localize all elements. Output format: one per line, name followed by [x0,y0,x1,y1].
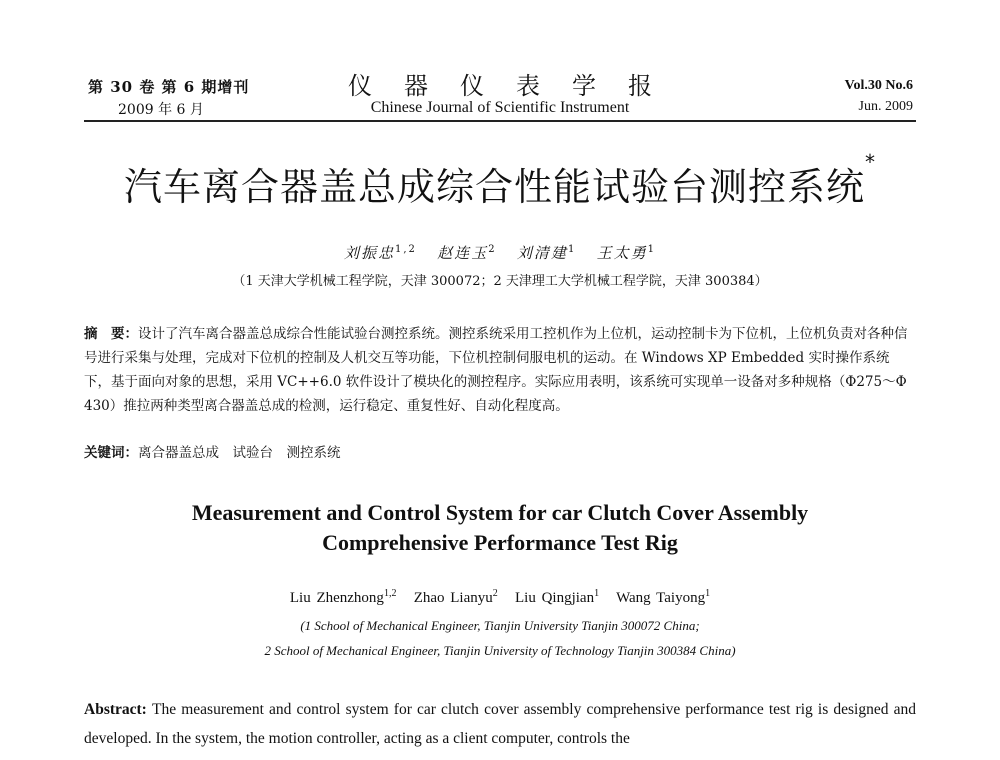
paper-title-zh [0,150,1000,211]
keywords-zh [84,441,341,461]
volume-issue-en: Vol.30 No.6 [844,78,913,93]
header-rule [84,120,916,122]
author-en: Wang Taiyong$^1$ [616,588,711,606]
volume-issue-zh: 第 30 卷 第 6 期增刊 [88,78,250,96]
abstract-zh [84,322,914,418]
author-zh: 刘清建$^1$ [516,244,577,262]
abstract-zh-label: 摘 要： [84,326,138,342]
affiliation-en-line1: (1 School of Mechanical Engineer, Tianjin University Tianjin 300072 China; [300,618,700,633]
author-zh: 刘振忠$^{1,2}$ [343,244,417,262]
date-zh: 2009 年 6 月 [118,102,204,118]
paper-title-en-line1: Measurement and Control System for car Clutch Cover Assembly [191,500,809,525]
journal-name-zh: 仪器仪表学报 [348,72,684,100]
abstract-en [84,695,916,753]
abstract-zh-text: 设计了汽车离合器盖总成综合性能试验台测控系统。测控系统采用工控机作为上位机，运动控制卡为下位机，上位机负责对各种信号进行采集与处理，完成对下位机的控制及人机交互等功能，下位机控制伺服电机的运动。在 Windows XP Embedded 实时操作系统下，基于面向对象的思想，采用 VC++6.0 软件设计了模块化的测控程序。实际应用表明，该系统可实现单一设备对多种规格（Φ275～Φ430）推拉两种类型离合器盖总成的检测，运行稳定、重复性好、自动化程度高。 [84,326,908,414]
journal-name-en: Chinese Journal of Scientific Instrument [370,99,630,116]
paper-title-en [0,498,1000,558]
author-en: Liu Zhenzhong$^{1,2}$ [289,588,397,606]
author-zh: 王太勇$^1$ [596,244,657,262]
paper-title-en-line2: Comprehensive Performance Test Rig [322,530,678,555]
affiliation-zh: （1 天津大学机械工程学院，天津 300072；2 天津理工大学机械工程学院，天津 300384） [232,274,768,289]
authors-zh [0,242,1000,263]
title-footnote-mark: * [865,150,876,174]
affiliation-en-line2: 2 School of Mechanical Engineer, Tianjin University of Technology Tianjin 300384 China) [264,643,736,658]
author-en: Zhao Lianyu$^2$ [413,588,498,606]
authors-en [0,588,1000,607]
paper-title-zh-text: 汽车离合器盖总成综合性能试验台测控系统 [123,165,865,209]
abstract-en-text: The measurement and control system for car clutch cover assembly comprehensive performance test rig is designed and developed. In the system, the motion controller, acting as a client computer, controls the [84,701,916,747]
keywords-zh-text: 离合器盖总成 试验台 测控系统 [138,445,341,461]
keywords-zh-label: 关键词： [84,445,138,461]
author-en: Liu Qingjian$^1$ [515,588,600,606]
author-zh: 赵连玉$^2$ [437,244,497,262]
abstract-en-label: Abstract: [84,701,147,718]
date-en: Jun. 2009 [858,99,913,114]
